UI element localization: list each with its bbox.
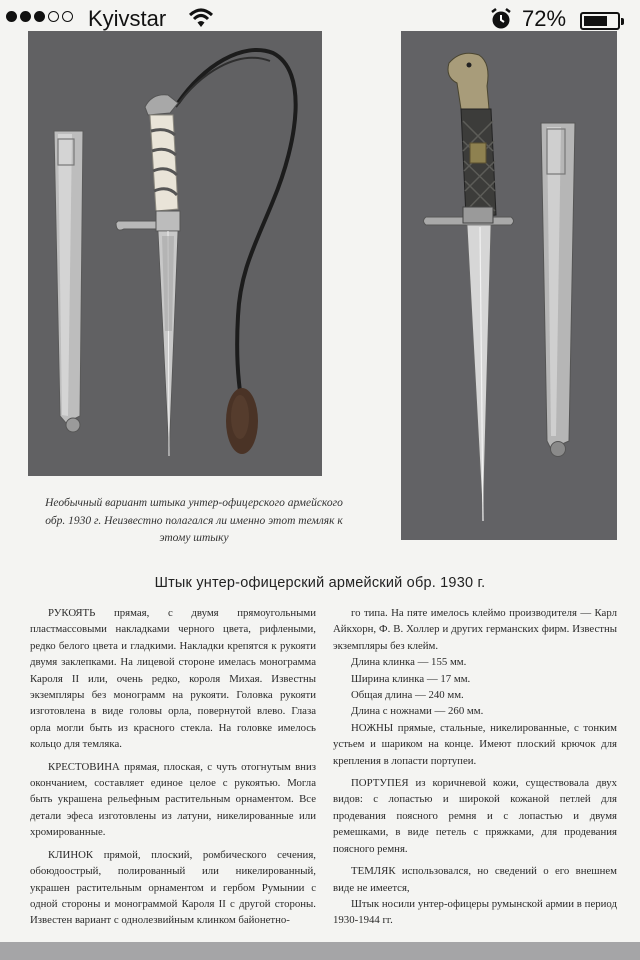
eagle-bayonet-illustration	[401, 31, 617, 540]
battery-level-fill	[584, 16, 607, 26]
article-heading: Штык унтер-офицерский армейский обр. 1930 г.	[154, 575, 486, 591]
signal-dot	[6, 11, 17, 22]
photo-bayonet-with-knot	[28, 31, 322, 476]
text-column-right	[333, 605, 617, 929]
paragraph-knot: ТЕМЛЯК использовался, но сведений о его внешнем виде не имеется,	[333, 865, 617, 894]
signal-dot	[48, 11, 59, 22]
wifi-icon	[188, 7, 214, 29]
paragraph-grip: РУКОЯТЬ прямая, с двумя прямоугольными пластмассовыми накладками черного цвета, рифлеными, редко белого цвета и гладкими. Накладки крепятся к рукояти двумя заклепками. На лицевой стороне имелась монограмма Кароля II или, очень редко, короля Михая. Известны экземпляры без монограмм на рукояти. Головка рукояти изготовлена в виде головы орла, повернутой влево. Глаза орла могли быть из красного стекла. На головке имелось кольцо для темляка.	[30, 607, 316, 751]
spec-blade-width: Ширина клинка — 17 мм.	[351, 672, 471, 685]
bottom-toolbar-edge	[0, 942, 640, 960]
signal-dot	[62, 11, 73, 22]
spec-total-length: Общая длина — 240 мм.	[351, 689, 464, 702]
battery-percent: 72%	[522, 6, 567, 31]
photo-eagle-bayonet	[401, 31, 617, 540]
photo-caption: Необычный вариант штыка унтер-офицерского армейского обр. 1930 г. Неизвестно полагался ли именно этот темляк к этому штыку	[45, 497, 343, 544]
signal-dot	[34, 11, 45, 22]
signal-dot	[20, 11, 31, 22]
spec-blade-length: Длина клинка — 155 мм.	[351, 656, 467, 669]
paragraph-frog: ПОРТУПЕЯ из коричневой кожи, существовала двух видов: с лопастью и широкой кожаной петлей для продевания поясного ремня и с лопастью и двумя ремешками, в виде петель с пряжками, для продевания поясного ремня.	[333, 777, 617, 855]
paragraph-crossguard: КРЕСТОВИНА прямая, плоская, с чуть отогнутым вниз окончанием, составляет единое целое с рукоятью. Могла быть украшена рельефным растительным орнаментом. Все детали эфеса изготовлены из латуни, никелированные или хромированные.	[30, 760, 316, 839]
alarm-clock-icon	[490, 7, 512, 31]
spec-length-with-scabbard: Длина с ножнами — 260 мм.	[351, 705, 484, 718]
paragraph-usage: Штык носили унтер-офицеры румынской армии в период 1930-1944 гг.	[333, 897, 617, 927]
carrier-name: Kyivstar	[88, 6, 167, 31]
text-column-left	[30, 605, 316, 929]
signal-strength-icon	[6, 11, 73, 22]
paragraph-blade-continued: го типа. На пяте имелось клеймо производителя — Карл Айкхорн, Ф. В. Холлер и других германских фирм. Известны экземпляры без клейм.	[333, 607, 617, 652]
paragraph-scabbard: НОЖНЫ прямые, стальные, никелированные, с тонким устьем и шариком на конце. Имеют плоский крючок для крепления в лопасти портупеи.	[333, 721, 617, 767]
bayonet-illustration	[28, 31, 322, 476]
paragraph-blade: КЛИНОК прямой, плоский, ромбического сечения, обоюдоострый, полированный или никелированный, украшен растительным орнаментом и гербом Румынии с одной стороны и монограммой Кароля II с другой стороны. Известен вариант с однолезвийным клинком байонетно-	[30, 848, 316, 927]
battery-icon	[580, 12, 620, 30]
battery-nub	[621, 18, 624, 25]
